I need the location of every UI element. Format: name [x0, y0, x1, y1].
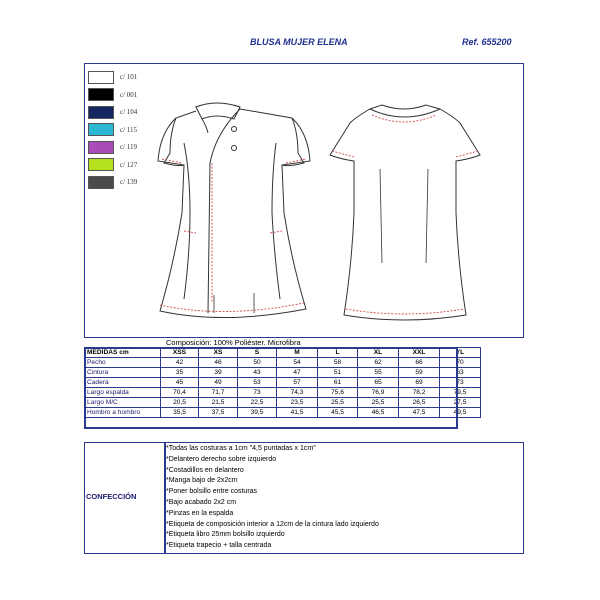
- size-header-cell: XSS: [161, 348, 199, 358]
- color-code: c/ 119: [120, 143, 138, 151]
- measure-value: 45: [161, 378, 199, 388]
- size-header-row: [85, 348, 481, 358]
- measure-value: 73: [440, 378, 481, 388]
- size-header-cell: L: [318, 348, 358, 358]
- measure-value: 73: [238, 388, 277, 398]
- measure-value: 57: [277, 378, 318, 388]
- color-code: c/ 101: [120, 73, 138, 81]
- measure-value: 20,5: [161, 398, 199, 408]
- measure-row: [85, 388, 481, 398]
- color-code: c/ 127: [120, 160, 138, 169]
- confection-item: *Costadillos en delantero: [166, 466, 244, 474]
- measure-value: 51: [318, 368, 358, 378]
- measure-value: 39,5: [238, 408, 277, 418]
- measure-value: 37,5: [199, 408, 238, 418]
- measure-value: 74,3: [277, 388, 318, 398]
- measure-value: 27,5: [440, 398, 481, 408]
- measure-label: Pecho: [85, 358, 161, 368]
- size-header-cell: M: [277, 348, 318, 358]
- color-code: c/ 001: [120, 90, 138, 99]
- measure-value: 65: [358, 378, 399, 388]
- measure-value: 55: [358, 368, 399, 378]
- measure-value: 42: [161, 358, 199, 368]
- measure-label: Hombro a hombro: [85, 408, 161, 418]
- measure-value: 50: [238, 358, 277, 368]
- confection-label: CONFECCIÓN: [86, 492, 137, 501]
- measure-value: 53: [238, 378, 277, 388]
- measure-value: 23,5: [277, 398, 318, 408]
- measure-value: 54: [277, 358, 318, 368]
- size-header-cell: XXL: [399, 348, 440, 358]
- measure-value: 22,5: [238, 398, 277, 408]
- measure-value: 61: [318, 378, 358, 388]
- measure-value: 35,5: [161, 408, 199, 418]
- color-code: c/ 115: [120, 125, 138, 134]
- measure-value: 63: [440, 368, 481, 378]
- measure-value: 47,5: [399, 408, 440, 418]
- front-view-sketch: [158, 103, 310, 318]
- color-code: c/ 139: [120, 178, 138, 186]
- measure-value: 26,5: [399, 398, 440, 408]
- measure-value: 21,5: [199, 398, 238, 408]
- size-header-cell: YL: [440, 348, 481, 358]
- measure-value: 66: [399, 358, 440, 368]
- confection-item: *Manga bajo de 2x2cm: [166, 477, 238, 485]
- front-view-buttons: [232, 127, 237, 151]
- size-header-cell: XL: [358, 348, 399, 358]
- measures-header-label: MEDIDAS cm: [85, 348, 161, 358]
- measure-value: 71,7: [199, 388, 238, 398]
- measure-value: 49: [199, 378, 238, 388]
- measure-value: 78,2: [399, 388, 440, 398]
- composition-text: Composición: 100% Poliéster. Microfibra: [166, 338, 301, 347]
- confection-item: *Etiqueta de composición interior a 12cm de la cintura lado izquierdo: [166, 520, 379, 528]
- measure-value: 70,4: [161, 388, 199, 398]
- measure-value: 47: [277, 368, 318, 378]
- size-header-cell: XS: [199, 348, 238, 358]
- color-code: c/ 104: [120, 108, 138, 116]
- measure-value: 46,5: [358, 408, 399, 418]
- measure-value: 45,5: [318, 408, 358, 418]
- confection-item: *Bajo acabado 2x2 cm: [166, 498, 237, 506]
- measure-value: 59: [399, 368, 440, 378]
- measure-value: 41,5: [277, 408, 318, 418]
- measure-value: 25,5: [358, 398, 399, 408]
- measure-value: 76,9: [358, 388, 399, 398]
- measure-value: 46: [199, 358, 238, 368]
- back-view-sketch: [330, 105, 480, 320]
- confection-item: *Etiqueta libro 25mm bolsillo izquierdo: [166, 531, 285, 539]
- measure-value: 43: [238, 368, 277, 378]
- measure-value: 49,5: [440, 408, 481, 418]
- measure-value: 39: [199, 368, 238, 378]
- reference-number: Ref. 655200: [462, 37, 512, 47]
- measure-value: 35: [161, 368, 199, 378]
- measure-row: [85, 398, 481, 408]
- measure-value: 25,5: [318, 398, 358, 408]
- measure-row: [85, 358, 481, 368]
- size-header-cell: S: [238, 348, 277, 358]
- measure-value: 79,5: [440, 388, 481, 398]
- measure-row: [85, 408, 481, 418]
- measure-value: 62: [358, 358, 399, 368]
- measure-value: 58: [318, 358, 358, 368]
- confection-item: *Todas las costuras a 1cm "4,5 puntadas x 1cm": [166, 445, 316, 452]
- confection-item: *Poner bolsillo entre costuras: [166, 488, 258, 496]
- measure-value: 69: [399, 378, 440, 388]
- confection-item: *Pinzas en la espalda: [166, 509, 234, 517]
- measure-value: 75,6: [318, 388, 358, 398]
- measurements-table: [84, 347, 481, 418]
- measure-value: 70: [440, 358, 481, 368]
- measure-label: Cintura: [85, 368, 161, 378]
- measure-label: Largo M/C: [85, 398, 161, 408]
- garment-drawing: [84, 63, 524, 338]
- confection-item: *Delantero derecho sobre izquierdo: [166, 455, 277, 463]
- confection-instructions: [166, 444, 379, 552]
- front-view-stitching: [160, 159, 306, 312]
- confection-item: *Etiqueta trapecio + talla centrada: [166, 542, 272, 550]
- measure-row: [85, 368, 481, 378]
- measure-row: [85, 378, 481, 388]
- garment-title: BLUSA MUJER ELENA: [250, 37, 348, 47]
- measure-label: Cadera: [85, 378, 161, 388]
- measure-label: Largo espalda: [85, 388, 161, 398]
